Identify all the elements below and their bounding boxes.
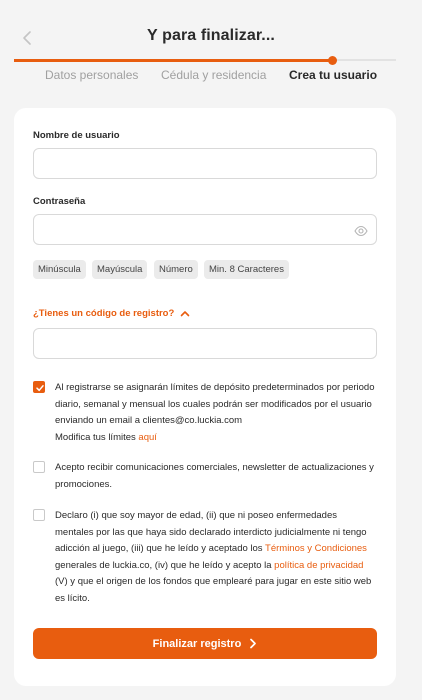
password-field-wrapper: [33, 214, 377, 245]
username-input[interactable]: [34, 149, 376, 178]
legal-checkbox[interactable]: [33, 509, 45, 521]
terms-link[interactable]: Términos y Condiciones: [265, 543, 367, 554]
privacy-policy-link[interactable]: política de privacidad: [274, 559, 364, 571]
marketing-checkbox[interactable]: [33, 461, 45, 473]
legal-consent-text: [55, 508, 377, 607]
username-field-wrapper: [33, 148, 377, 179]
password-rule-chip: Mayúscula: [92, 260, 147, 279]
legal-text-part: (V) y que el origen de los fondos que emplearé para jugar en este sitio web es lícito.: [55, 576, 372, 604]
step-id-residence: Cédula y residencia: [161, 68, 267, 82]
step-personal-data: Datos personales: [45, 68, 139, 82]
password-rule-chip: Minúscula: [33, 260, 86, 279]
finish-registration-button[interactable]: [33, 628, 377, 659]
legal-text-part: Declaro (i) que soy mayor de edad, (ii) que ni poseo enfermedades mentales por las que haya sido declarado interdicto judicialmente ni tengo adicción al juego, (iii) que he leído y aceptado los: [55, 510, 367, 554]
progress-fill: [14, 59, 333, 62]
deposit-limits-consent: [33, 380, 377, 442]
progress-bar: [14, 59, 396, 61]
modify-limits-text: Modifica tus límites: [55, 431, 139, 443]
legal-consent: [33, 508, 377, 608]
promo-code-toggle-label: ¿Tienes un código de registro?: [33, 308, 175, 319]
deposit-limits-description: Al registrarse se asignarán límites de depósito predeterminados por periodo diario, semanal y mensual los cuales podrán ser modificados por el usuario enviando un email a clientes@co.luckia.com: [55, 382, 375, 426]
eye-icon: [354, 225, 368, 237]
password-rule-chip: Min. 8 Caracteres: [204, 260, 289, 279]
promo-code-field-wrapper: [33, 328, 377, 359]
password-input[interactable]: [34, 215, 376, 244]
step-list: [0, 68, 422, 84]
modify-limits-link[interactable]: aquí: [138, 431, 157, 443]
deposit-limits-text: [55, 380, 377, 446]
marketing-consent: [33, 460, 377, 494]
registration-card: [14, 108, 396, 686]
legal-text-part: generales de luckia.co, (iv) que he leído y acepto la: [55, 559, 275, 571]
marketing-consent-text: Acepto recibir comunicaciones comerciales, newsletter de actualizaciones y promociones.: [55, 462, 374, 490]
password-rule-chip: Número: [154, 260, 198, 279]
finish-registration-label: Finalizar registro: [152, 637, 242, 650]
page-title: Y para finalizar...: [147, 27, 275, 44]
promo-code-input[interactable]: [34, 329, 376, 358]
promo-code-toggle[interactable]: [33, 308, 190, 319]
password-label: Contraseña: [33, 196, 86, 207]
show-password-toggle[interactable]: [354, 224, 368, 236]
chevron-up-icon: [180, 310, 190, 317]
header: [0, 0, 422, 88]
check-icon: [35, 383, 45, 393]
progress-indicator-dot: [328, 56, 337, 65]
step-create-user: Crea tu usuario: [289, 68, 378, 82]
username-label: Nombre de usuario: [33, 130, 120, 141]
deposit-limits-checkbox[interactable]: [33, 381, 45, 393]
chevron-right-icon: [249, 638, 257, 649]
